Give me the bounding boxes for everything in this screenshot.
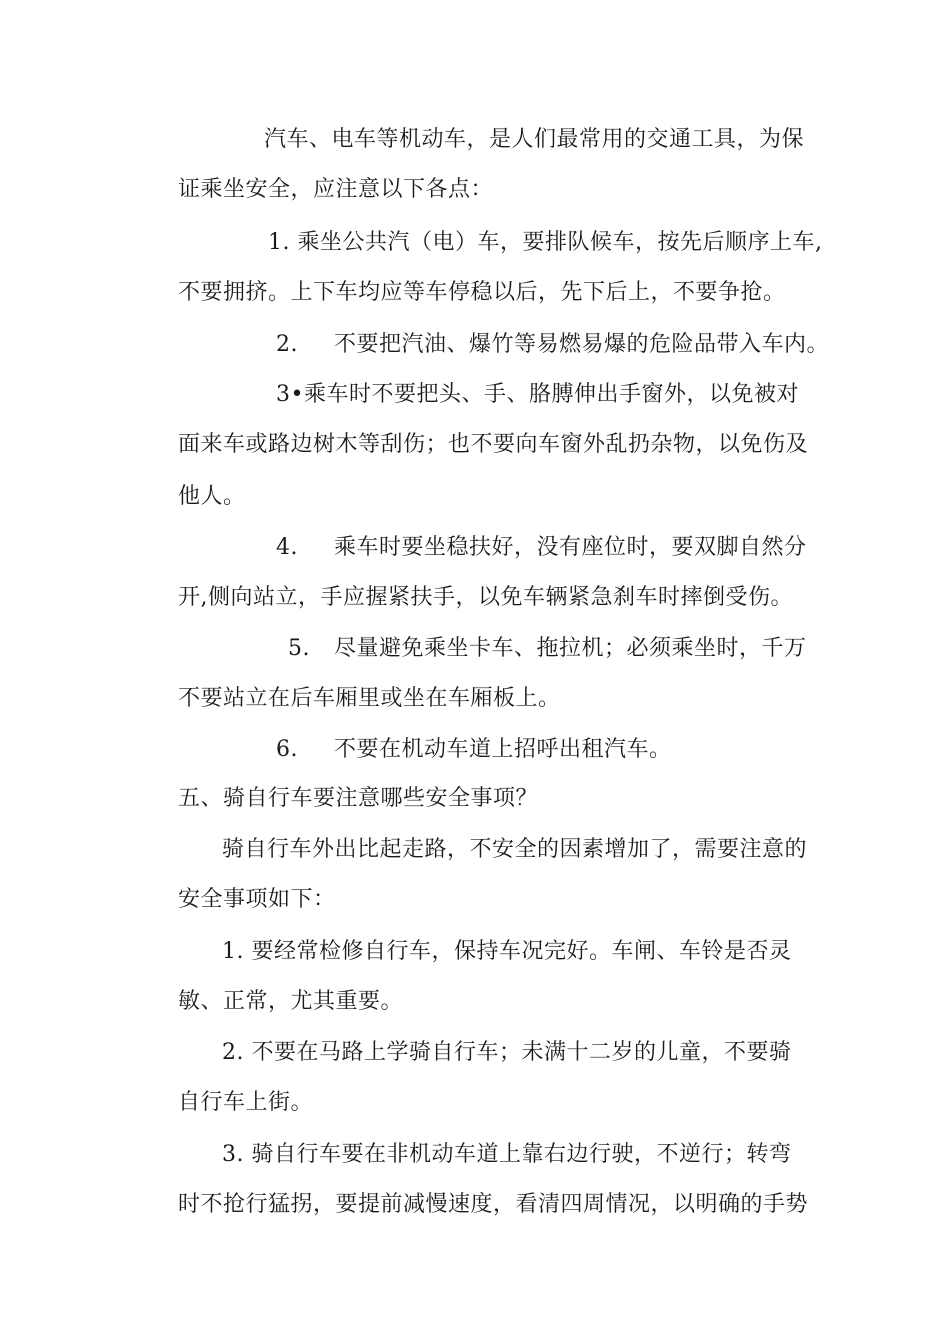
list-item-line: 乘车时要坐稳扶好，没有座位时，要双脚自然分 <box>334 535 807 560</box>
list-item-line: 3•乘车时不要把头、手、胳膊伸出手窗外，以免被对 <box>276 382 799 407</box>
list-item-number: 6. <box>276 737 298 762</box>
list-item-line: 尽量避免乘坐卡车、拖拉机；必须乘坐时，千万 <box>334 636 807 661</box>
list-item-line: 不要在机动车道上招呼出租汽车。 <box>334 737 672 762</box>
paragraph-line: 汽车、电车等机动车，是人们最常用的交通工具，为保 <box>264 127 805 152</box>
list-item-line: 3. 骑自行车要在非机动车道上靠右边行驶，不逆行；转弯 <box>222 1142 792 1167</box>
list-item-line: 2. 不要在马路上学骑自行车；未满十二岁的儿童，不要骑 <box>222 1040 792 1065</box>
paragraph-line: 安全事项如下： <box>178 887 336 912</box>
list-item-line: 不要站立在后车厢里或坐在车厢板上。 <box>178 686 561 711</box>
list-item-line: 敏、正常，尤其重要。 <box>178 989 404 1014</box>
list-item-number: 2. <box>276 332 298 357</box>
list-item-line: 不要把汽油、爆竹等易燃易爆的危险品带入车内。 <box>334 332 830 357</box>
section-heading: 五、骑自行车要注意哪些安全事项？ <box>178 786 539 811</box>
list-item-line: 自行车上街。 <box>178 1090 314 1115</box>
list-item-line: 1. 乘坐公共汽（电）车，要排队候车，按先后顺序上车, <box>268 230 823 255</box>
list-item-line: 开,侧向站立，手应握紧扶手，以免车辆紧急刹车时摔倒受伤。 <box>178 585 793 610</box>
paragraph-line: 骑自行车外出比起走路，不安全的因素增加了，需要注意的 <box>222 837 808 862</box>
list-item-number: 5. <box>288 636 310 661</box>
list-item-line: 面来车或路边树木等刮伤；也不要向车窗外乱扔杂物，以免伤及 <box>178 432 809 457</box>
list-item-line: 他人。 <box>178 484 246 509</box>
list-item-line: 不要拥挤。上下车均应等车停稳以后，先下后上，不要争抢。 <box>178 280 786 305</box>
paragraph-line: 证乘坐安全，应注意以下各点： <box>178 177 494 202</box>
list-item-number: 4. <box>276 535 298 560</box>
list-item-line: 1. 要经常检修自行车，保持车况完好。车闸、车铃是否灵 <box>222 939 792 964</box>
list-item-line: 时不抢行猛拐，要提前减慢速度，看清四周情况，以明确的手势 <box>178 1192 809 1217</box>
